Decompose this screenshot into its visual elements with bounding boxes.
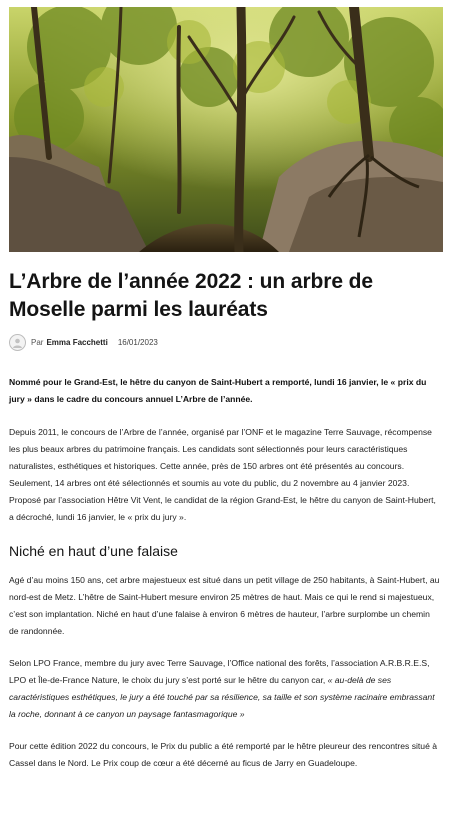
user-avatar-icon[interactable] [9,334,26,351]
hero-image [9,7,443,252]
byline-prefix: Par [31,337,44,347]
paragraph-3-text: Selon LPO France, membre du jury avec Terre Sauvage, l’Office national des forêts, l’association A.R.B.R.E.S, LPO et Île-de-France Nature, le choix du jury s’est porté sur le hêtre du canyon car, [9,658,430,685]
article-lead: Nommé pour le Grand-Est, le hêtre du canyon de Saint-Hubert a remporté, lundi 16 janvier, le « prix du jury » dans le cadre du concours annuel L’Arbre de l’année. [9,377,427,404]
paragraph-3 [9,655,441,723]
article-title: L’Arbre de l’année 2022 : un arbre de Moselle parmi les lauréats [9,270,373,321]
section-heading: Niché en haut d’une falaise [9,543,178,559]
paragraph-2: Agé d’au moins 150 ans, cet arbre majestueux est situé dans un petit village de 250 habitants, à Saint-Hubert, au nord-est de Metz. L’hêtre de Saint-Hubert mesure environ 25 mètres de haut. Mais ce qui le rend si majestueux, c’est son implantation. Niché en haut d’une falaise à environ 6 mètres de hauteur, l’arbre surplombe un chemin de randonnée. [9,575,440,636]
author-link[interactable]: Emma Facchetti [46,337,108,347]
paragraph-4: Pour cette édition 2022 du concours, le Prix du public a été remporté par le hêtre pleureur des rencontres situé à Cassel dans le Nord. Le Prix coup de cœur a été décerné au ficus de Jarry en Guadeloupe. [9,741,438,768]
byline [9,333,158,351]
jury-quote: « au-delà de ses caractéristiques esthétiques, le jury a été touché par sa résilience, sa taille et son système racinaire embrassant la roche, donnant à ce canyon un paysage fantasmagorique » [9,675,435,719]
paragraph-1: Depuis 2011, le concours de l’Arbre de l’année, organisé par l’ONF et le magazine Terre Sauvage, récompense les plus beaux arbres du patrimoine français. Les candidats sont sélectionnés pour leurs caractéristiques naturalistes, esthétiques et historiques. Cette année, près de 150 arbres ont été présentés au concours. Seulement, 14 arbres ont été sélectionnés et soumis au vote du public, du 2 novembre au 4 janvier 2023. Proposé par l’association Hêtre Vit Vent, le candidat de la région Grand-Est, le hêtre du canyon de Saint-Hubert, a décroché, lundi 16 janvier, le « prix du jury ». [9,427,436,522]
forest-canyon-photo [9,7,443,252]
publish-date: 16/01/2023 [117,337,158,347]
